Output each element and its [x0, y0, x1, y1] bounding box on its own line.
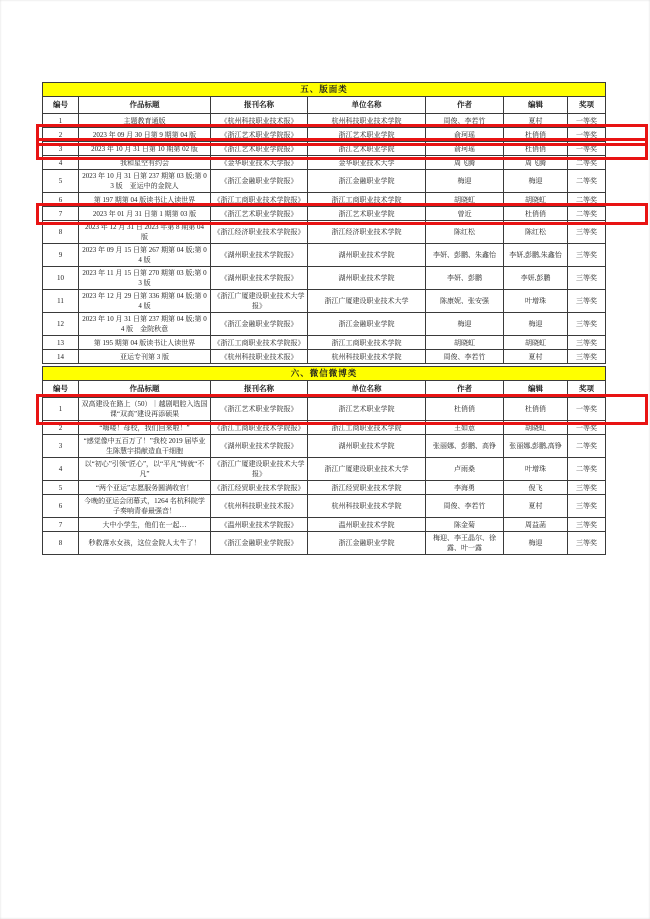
table-cell: 7 [43, 207, 79, 221]
table-row [43, 156, 606, 170]
table-row [43, 421, 606, 435]
table-cell: 10 [43, 267, 79, 290]
table-header-row [43, 97, 606, 114]
table-cell: 李海勇 [426, 481, 504, 495]
table-cell: 三等奖 [568, 518, 606, 532]
table-header-row [43, 381, 606, 398]
table-row [43, 221, 606, 244]
table-cell: 秒救落水女孩，这位金院人太牛了！ [79, 532, 211, 555]
table-cell: 《湖州职业技术学院报》 [211, 435, 308, 458]
table-cell: 一等奖 [568, 421, 606, 435]
table-cell: 二等奖 [568, 170, 606, 193]
table-cell: 8 [43, 532, 79, 555]
table-cell: 胡晓虹 [426, 193, 504, 207]
table-cell: 陈金菊 [426, 518, 504, 532]
column-header: 作者 [426, 97, 504, 114]
table-row [43, 458, 606, 481]
table-cell: 三等奖 [568, 267, 606, 290]
table-cell: 12 [43, 313, 79, 336]
table-cell: 陈红松 [504, 221, 568, 244]
table-cell: 周飞腾 [504, 156, 568, 170]
table-cell: 杜俏俏 [426, 398, 504, 421]
table-title: 六、微信微博类 [43, 367, 606, 381]
table-cell: 浙江金融职业学院 [308, 313, 426, 336]
column-header: 奖项 [568, 97, 606, 114]
column-header: 编辑 [504, 97, 568, 114]
table-cell: 11 [43, 290, 79, 313]
table-cell: 王如意 [426, 421, 504, 435]
table-cell: 俞珂瑶 [426, 128, 504, 142]
table-row [43, 207, 606, 221]
table-cell: 杜俏俏 [504, 398, 568, 421]
table-cell: 浙江金融职业学院 [308, 170, 426, 193]
table-cell: 主题教育通版 [79, 114, 211, 128]
awards-table [42, 366, 606, 555]
column-header: 作品标题 [79, 97, 211, 114]
table-cell: 二等奖 [568, 207, 606, 221]
table-cell: 夏村 [504, 114, 568, 128]
table-cell: 李妍,彭鹏 [504, 267, 568, 290]
table-row [43, 350, 606, 364]
table-cell: 13 [43, 336, 79, 350]
table-cell: 叶增珠 [504, 290, 568, 313]
table-cell: 李妍、彭鹏 [426, 267, 504, 290]
table-cell: 《浙江艺术职业学院报》 [211, 128, 308, 142]
table-cell: 《浙江工商职业技术学院报》 [211, 421, 308, 435]
table-cell: 陈康妮、张安强 [426, 290, 504, 313]
table-title: 五、版面类 [43, 83, 606, 97]
column-header: 编号 [43, 97, 79, 114]
table-cell: 梅迎 [426, 313, 504, 336]
table-row [43, 193, 606, 207]
table-row [43, 532, 606, 555]
column-header: 奖项 [568, 381, 606, 398]
table-cell: 一等奖 [568, 398, 606, 421]
table-cell: 胡晓虹 [504, 421, 568, 435]
table-cell: 《浙江广厦建设职业技术大学报》 [211, 458, 308, 481]
awards-table [42, 82, 606, 364]
table-cell: 浙江工商职业技术学院 [308, 193, 426, 207]
column-header: 报刊名称 [211, 381, 308, 398]
table-cell: 周俊、李若竹 [426, 114, 504, 128]
table-cell: 周益菡 [504, 518, 568, 532]
table-cell: 三等奖 [568, 221, 606, 244]
table-title-row [43, 83, 606, 97]
table-cell: 《杭州科技职业技术报》 [211, 114, 308, 128]
table-cell: 湖州职业技术学院 [308, 435, 426, 458]
table-cell: 2 [43, 421, 79, 435]
column-header: 报刊名称 [211, 97, 308, 114]
table-cell: 3 [43, 435, 79, 458]
table-cell: 叶增珠 [504, 458, 568, 481]
table-cell: 《浙江工商职业技术学院报》 [211, 193, 308, 207]
table-cell: 梅迎 [504, 313, 568, 336]
column-header: 作品标题 [79, 381, 211, 398]
column-header: 单位名称 [308, 97, 426, 114]
table-cell: 三等奖 [568, 313, 606, 336]
table-row [43, 244, 606, 267]
table-cell: 《浙江经济职业技术学院报》 [211, 221, 308, 244]
table-cell: 夏村 [504, 350, 568, 364]
table-cell: 《湖州职业技术学院报》 [211, 244, 308, 267]
table-body [43, 398, 606, 555]
table-cell: 《金华职业技术大学报》 [211, 156, 308, 170]
column-header: 单位名称 [308, 381, 426, 398]
table-row [43, 481, 606, 495]
table-cell: 5 [43, 481, 79, 495]
table-cell: 双高建设在路上（50）｜越剧唱腔入选国课“双高”建设再添硕果 [79, 398, 211, 421]
table-cell: 湖州职业技术学院 [308, 244, 426, 267]
table-cell: 周飞腾 [426, 156, 504, 170]
table-cell: 《浙江金融职业学院报》 [211, 313, 308, 336]
table-cell: 6 [43, 193, 79, 207]
table-cell: “两个亚运”志愿服务圆满收官！ [79, 481, 211, 495]
table-cell: 2023 年 11 月 15 日第 270 期第 03 版;第 03 版 [79, 267, 211, 290]
column-header: 编辑 [504, 381, 568, 398]
table-cell: 胡晓虹 [504, 193, 568, 207]
table-cell: 梅迎 [504, 532, 568, 555]
table-cell: 浙江艺术职业学院 [308, 128, 426, 142]
table-cell: 杭州科技职业技术学院 [308, 114, 426, 128]
table-cell: 陈红松 [426, 221, 504, 244]
table-cell: 2023 年 09 月 30 日第 9 期第 04 版 [79, 128, 211, 142]
table-cell: 张丽娜,彭鹏,高铮 [504, 435, 568, 458]
table-cell: 二等奖 [568, 458, 606, 481]
table-cell: 9 [43, 244, 79, 267]
table-cell: 《浙江金融职业学院报》 [211, 532, 308, 555]
table-cell: 《浙江艺术职业学院报》 [211, 142, 308, 156]
table-row [43, 114, 606, 128]
table-cell: 1 [43, 114, 79, 128]
table-cell: 倪飞 [504, 481, 568, 495]
table-cell: 周俊、李若竹 [426, 350, 504, 364]
table-cell: 《湖州职业技术学院报》 [211, 267, 308, 290]
table-cell: 2023 年 12 月 31 日 2023 年第 8 期第 04 版 [79, 221, 211, 244]
table-cell: 浙江艺术职业学院 [308, 398, 426, 421]
table-cell: 胡晓虹 [426, 336, 504, 350]
table-cell: 杜俏俏 [504, 128, 568, 142]
table-cell: 二等奖 [568, 193, 606, 207]
table-cell: 胡晓虹 [504, 336, 568, 350]
table-cell: 三等奖 [568, 350, 606, 364]
table-cell: 俞珂瑶 [426, 142, 504, 156]
table-cell: 《浙江经贸职业技术学院报》 [211, 481, 308, 495]
table-cell: 3 [43, 142, 79, 156]
table-cell: 2023 年 09 月 15 日第 267 期第 04 版;第 04 版 [79, 244, 211, 267]
table-cell: 亚运专刊第 3 版 [79, 350, 211, 364]
table-cell: 5 [43, 170, 79, 193]
table-row [43, 142, 606, 156]
table-cell: 2023 年 12 月 29 日第 336 期第 04 版;第 04 版 [79, 290, 211, 313]
table-cell: 一等奖 [568, 142, 606, 156]
table-cell: 浙江金融职业学院 [308, 532, 426, 555]
table-cell: 第 197 期第 04 版读书让人读世界 [79, 193, 211, 207]
table-cell: 6 [43, 495, 79, 518]
table-cell: 二等奖 [568, 435, 606, 458]
table-cell: 14 [43, 350, 79, 364]
table-row [43, 170, 606, 193]
table-cell: 我和星空有约会 [79, 156, 211, 170]
table-cell: 杜俏俏 [504, 207, 568, 221]
table-cell: 夏村 [504, 495, 568, 518]
table-cell: 1 [43, 398, 79, 421]
table-row [43, 435, 606, 458]
table-cell: 浙江广厦建设职业技术大学 [308, 458, 426, 481]
table-cell: 梅迎 [426, 170, 504, 193]
table-cell: 李妍,彭鹏,朱鑫怡 [504, 244, 568, 267]
table-cell: 浙江经贸职业技术学院 [308, 481, 426, 495]
table-cell: 浙江艺术职业学院 [308, 142, 426, 156]
table-cell: 一等奖 [568, 128, 606, 142]
table-row [43, 290, 606, 313]
table-cell: 4 [43, 458, 79, 481]
table-cell: 《浙江广厦建设职业技术大学报》 [211, 290, 308, 313]
table-cell: 7 [43, 518, 79, 532]
table-cell: 卢雨桑 [426, 458, 504, 481]
table-cell: 2023 年 01 月 31 日第 1 期第 03 版 [79, 207, 211, 221]
table-cell: 浙江工商职业技术学院 [308, 336, 426, 350]
table-cell: 金华职业技术大学 [308, 156, 426, 170]
table-row [43, 267, 606, 290]
table-cell: 《浙江艺术职业学院报》 [211, 398, 308, 421]
table-cell: 浙江工商职业技术学院 [308, 421, 426, 435]
table-cell: 三等奖 [568, 290, 606, 313]
table-cell: 张丽娜、彭鹏、高铮 [426, 435, 504, 458]
table-cell: 《温州职业技术学院报》 [211, 518, 308, 532]
table-cell: 二等奖 [568, 156, 606, 170]
column-header: 编号 [43, 381, 79, 398]
column-header: 作者 [426, 381, 504, 398]
table-cell: 《浙江金融职业学院报》 [211, 170, 308, 193]
table-cell: 三等奖 [568, 244, 606, 267]
table-cell: 曾近 [426, 207, 504, 221]
table-cell: 今晚的亚运会闭幕式，1264 名杭科院学子奏响青春最强音！ [79, 495, 211, 518]
table-cell: 《浙江工商职业技术学院报》 [211, 336, 308, 350]
table-cell: 周俊、李若竹 [426, 495, 504, 518]
table-cell: 温州职业技术学院 [308, 518, 426, 532]
table-cell: 8 [43, 221, 79, 244]
table-cell: 《浙江艺术职业学院报》 [211, 207, 308, 221]
table-cell: 梅迎 [504, 170, 568, 193]
table-cell: 4 [43, 156, 79, 170]
table-row [43, 518, 606, 532]
table-cell: 李妍、彭鹏、朱鑫怡 [426, 244, 504, 267]
table-cell: “嗨喽！母校，我们回来啦！” [79, 421, 211, 435]
table-row [43, 495, 606, 518]
table-title-row [43, 367, 606, 381]
table-row [43, 398, 606, 421]
table-cell: 以“初心”引领“匠心”，以“平凡”铸就“不凡” [79, 458, 211, 481]
table-row [43, 336, 606, 350]
table-cell: 2 [43, 128, 79, 142]
table-cell: 大中小学生，他们在一起… [79, 518, 211, 532]
table-cell: 2023 年 10 月 31 日第 10 期第 02 版 [79, 142, 211, 156]
table-cell: 《杭州科技职业技术报》 [211, 350, 308, 364]
table-cell: 浙江经济职业技术学院 [308, 221, 426, 244]
table-cell: 三等奖 [568, 481, 606, 495]
table-cell: 浙江广厦建设职业技术大学 [308, 290, 426, 313]
table-row [43, 128, 606, 142]
table-cell: 杭州科技职业技术学院 [308, 495, 426, 518]
table-cell: 第 195 期第 04 版读书让人读世界 [79, 336, 211, 350]
table-row [43, 313, 606, 336]
table-body [43, 114, 606, 364]
table-cell: 梅迎、李王晶尔、徐露、叶一露 [426, 532, 504, 555]
table-cell: “感觉像中五百万了！”我校 2019 届毕业生陈慧宇捐献造血干细胞 [79, 435, 211, 458]
table-cell: 《杭州科技职业技术报》 [211, 495, 308, 518]
table-cell: 一等奖 [568, 114, 606, 128]
table-cell: 三等奖 [568, 532, 606, 555]
table-cell: 2023 年 10 月 31 日第 237 期第 03 版;第 03 版 亚运中的金院人 [79, 170, 211, 193]
table-cell: 三等奖 [568, 495, 606, 518]
table-cell: 浙江艺术职业学院 [308, 207, 426, 221]
table-cell: 杜俏俏 [504, 142, 568, 156]
table-cell: 2023 年 10 月 31 日第 237 期第 04 版;第 04 版 金院秋意 [79, 313, 211, 336]
table-cell: 湖州职业技术学院 [308, 267, 426, 290]
table-cell: 三等奖 [568, 336, 606, 350]
table-cell: 杭州科技职业技术学院 [308, 350, 426, 364]
